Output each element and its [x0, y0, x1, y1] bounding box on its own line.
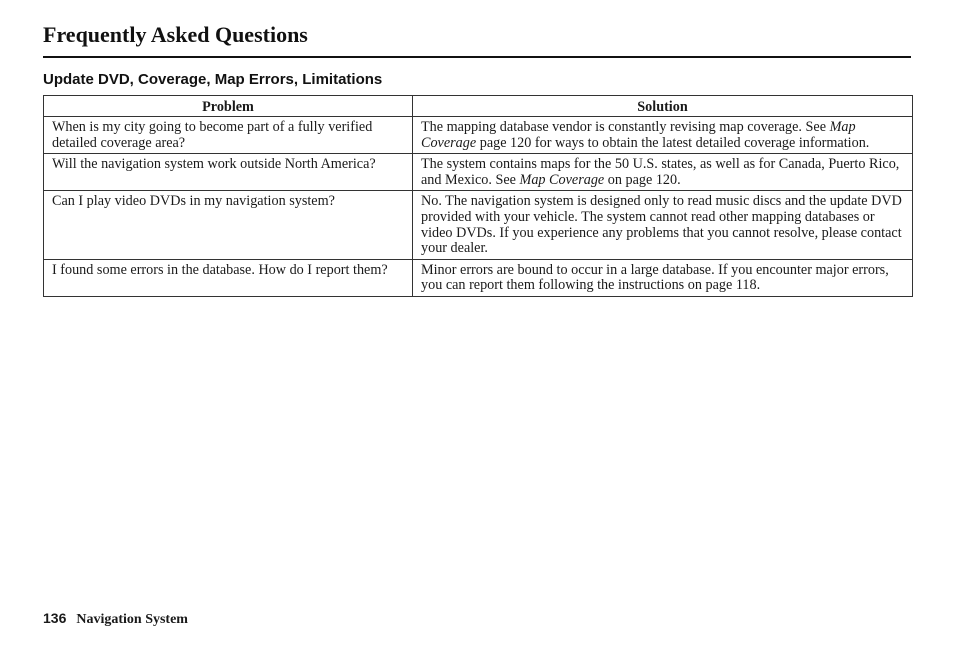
- faq-table: [43, 95, 913, 297]
- solution-cell: [413, 117, 913, 154]
- problem-cell: Will the navigation system work outside North America?: [44, 154, 413, 191]
- solution-text: The mapping database vendor is constantly revising map coverage. See: [421, 119, 830, 135]
- page-footer: [43, 609, 188, 629]
- problem-cell: When is my city going to become part of a fully verified detailed coverage area?: [44, 117, 413, 154]
- solution-text: No. The navigation system is designed only to read music discs and the update DVD provided with your vehicle. The system cannot read other mapping databases or video DVDs. If you experience any problems that you cannot resolve, please contact your dealer.: [421, 193, 902, 257]
- page-number: 136: [43, 610, 67, 626]
- solution-text: on page 120.: [604, 171, 681, 188]
- table-row: [44, 154, 913, 191]
- page-title: Frequently Asked Questions: [43, 22, 308, 47]
- solution-reference: Map Coverage: [421, 119, 856, 151]
- solution-text: Minor errors are bound to occur in a large database. If you encounter major errors, you can report them following the instructions on page 118.: [421, 261, 889, 294]
- solution-cell: [413, 259, 913, 296]
- solution-text: The system contains maps for the 50 U.S. states, as well as for Canada, Puerto Rico, and Mexico. See: [421, 156, 900, 188]
- solution-reference: Map Coverage: [519, 171, 605, 188]
- solution-cell: [413, 154, 913, 191]
- footer-label: Navigation System: [76, 612, 188, 627]
- title-divider: [43, 56, 911, 58]
- solution-text: page 120 for ways to obtain the latest detailed coverage information.: [476, 134, 870, 151]
- table-row: [44, 117, 913, 154]
- column-header-problem: Problem: [44, 96, 413, 117]
- table-header-row: [44, 96, 913, 117]
- table-row: [44, 259, 913, 296]
- problem-cell: Can I play video DVDs in my navigation system?: [44, 191, 413, 259]
- problem-cell: I found some errors in the database. How do I report them?: [44, 259, 413, 296]
- solution-cell: [413, 191, 913, 259]
- section-heading: Update DVD, Coverage, Map Errors, Limitations: [43, 71, 383, 88]
- table-row: [44, 191, 913, 259]
- column-header-solution: Solution: [413, 96, 913, 117]
